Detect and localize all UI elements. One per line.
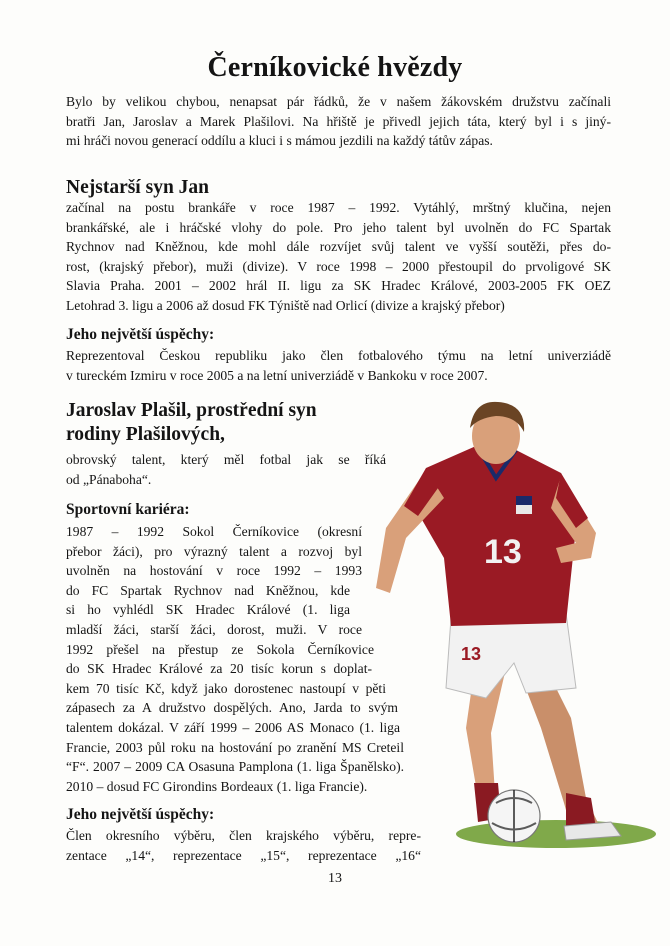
text-line: Reprezentoval Českou republiku jako člen fotbalového týmu na letní univerziádě xyxy=(66,348,611,363)
jan-success-paragraph xyxy=(66,346,611,385)
text-line: zentace „14“, reprezentace „15“, reprezentace „16“ xyxy=(66,847,421,863)
text-line: Slavia Praha. 2001 – 2002 hrál II. ligu za SK Hradec Králové, 2003-2005 FK OEZ xyxy=(66,278,611,294)
jan-paragraph xyxy=(66,198,611,316)
jersey-number: 13 xyxy=(484,533,522,571)
text-line: obrovský talent, který měl fotbal jak se říká xyxy=(66,452,386,467)
text-line: do FC Spartak Rychnov nad Kněžnou, kde xyxy=(66,582,350,598)
text-line: začínal na postu brankáře v roce 1987 – 1992. Vytáhlý, mrštný klučina, nejen xyxy=(66,200,611,215)
intro-paragraph xyxy=(66,92,611,151)
heading-line: Jaroslav Plašil, prostřední syn xyxy=(66,400,317,421)
text-line: Bylo by velikou chybou, nenapsat pár řádků, že v našem žákovském družstvu začínali xyxy=(66,94,611,109)
text-line: bratři Jan, Jaroslav a Marek Plašilovi. Na hřiště je přivedl jejich táta, který byl i s jiný- xyxy=(66,113,611,129)
heading-line: rodiny Plašilových, xyxy=(66,424,225,445)
text-line: Letohrad 3. ligu a 2006 až dosud FK Týniště nad Orlicí (divize a krajský přebor) xyxy=(66,297,505,313)
shorts-number: 13 xyxy=(461,644,482,664)
text-line: Člen okresního výběru, člen krajského výběru, repre- xyxy=(66,828,421,843)
subheading-jan-success: Jeho největší úspěchy: xyxy=(66,326,215,343)
text-line: zápasech za A družstvo dospělých. Ano, Jarda to svým xyxy=(66,700,398,716)
subheading-jaroslav-success: Jeho největší úspěchy: xyxy=(66,806,215,823)
text-line: do SK Hradec Králové za 20 tisíc korun s doplat- xyxy=(66,661,372,677)
section-heading-jan: Nejstarší syn Jan xyxy=(66,177,210,198)
text-line: Rychnov nad Kněžnou, kde mohl dále rozvíjet svůj talent ve vyšší soutěži, přes do- xyxy=(66,239,611,255)
text-line: mladší žáci, starší žáci, dorost, muži. V roce xyxy=(66,621,362,637)
career-paragraph xyxy=(66,522,406,796)
text-line: rost, (krajský přebor), muži (divize). V roce 1998 – 2000 přestoupil do prvoligové SK xyxy=(66,258,611,274)
section-heading-jaroslav xyxy=(66,399,317,447)
text-line: “F“. 2007 – 2009 CA Osasuna Pamplona (1. liga Španělsko). xyxy=(66,759,404,775)
text-line: uvolněn na hostování v roce 1992 – 1993 xyxy=(66,563,362,579)
jaroslav-intro xyxy=(66,450,386,489)
subheading-career: Sportovní kariéra: xyxy=(66,501,190,518)
text-line: od „Pánaboha“. xyxy=(66,471,152,487)
text-line: kem 70 tisíc Kč, když jako dorostenec nastoupí v pěti xyxy=(66,680,386,696)
player-photo xyxy=(366,398,656,858)
text-line: Francie, 2003 půl roku na hostování po zranění MS Creteil xyxy=(66,739,404,755)
text-line: 1992 přešel na přestup ze Sokola Černíkovice xyxy=(66,641,374,657)
grass-patch xyxy=(456,820,656,848)
text-line: mi hráči novou generací oddílu a kluci i s mámou jezdili na každý tátův zápas. xyxy=(66,133,493,149)
page-title: Černíkovické hvězdy xyxy=(207,52,463,83)
text-line: v tureckém Izmiru v roce 2005 a na letní univerziádě v Bankoku v roce 2007. xyxy=(66,367,488,383)
text-line: přebor žáci), pro výrazný talent a rozvoj byl xyxy=(66,543,362,559)
text-line: talentem dokázal. V září 1999 – 2006 AS Monaco (1. liga xyxy=(66,719,400,735)
page-number: 13 xyxy=(328,871,342,886)
text-line: si ho vyhlédl SK Hradec Králové (1. liga xyxy=(66,602,350,618)
text-line: 1987 – 1992 Sokol Černíkovice (okresní xyxy=(66,524,362,539)
text-line: 2010 – dosud FC Girondins Bordeaux (1. liga Francie). xyxy=(66,778,368,794)
text-line: brankářské, ale i hráčské vlohy do pole. Pro jeho talent byl uvolněn do FC Spartak xyxy=(66,219,611,235)
